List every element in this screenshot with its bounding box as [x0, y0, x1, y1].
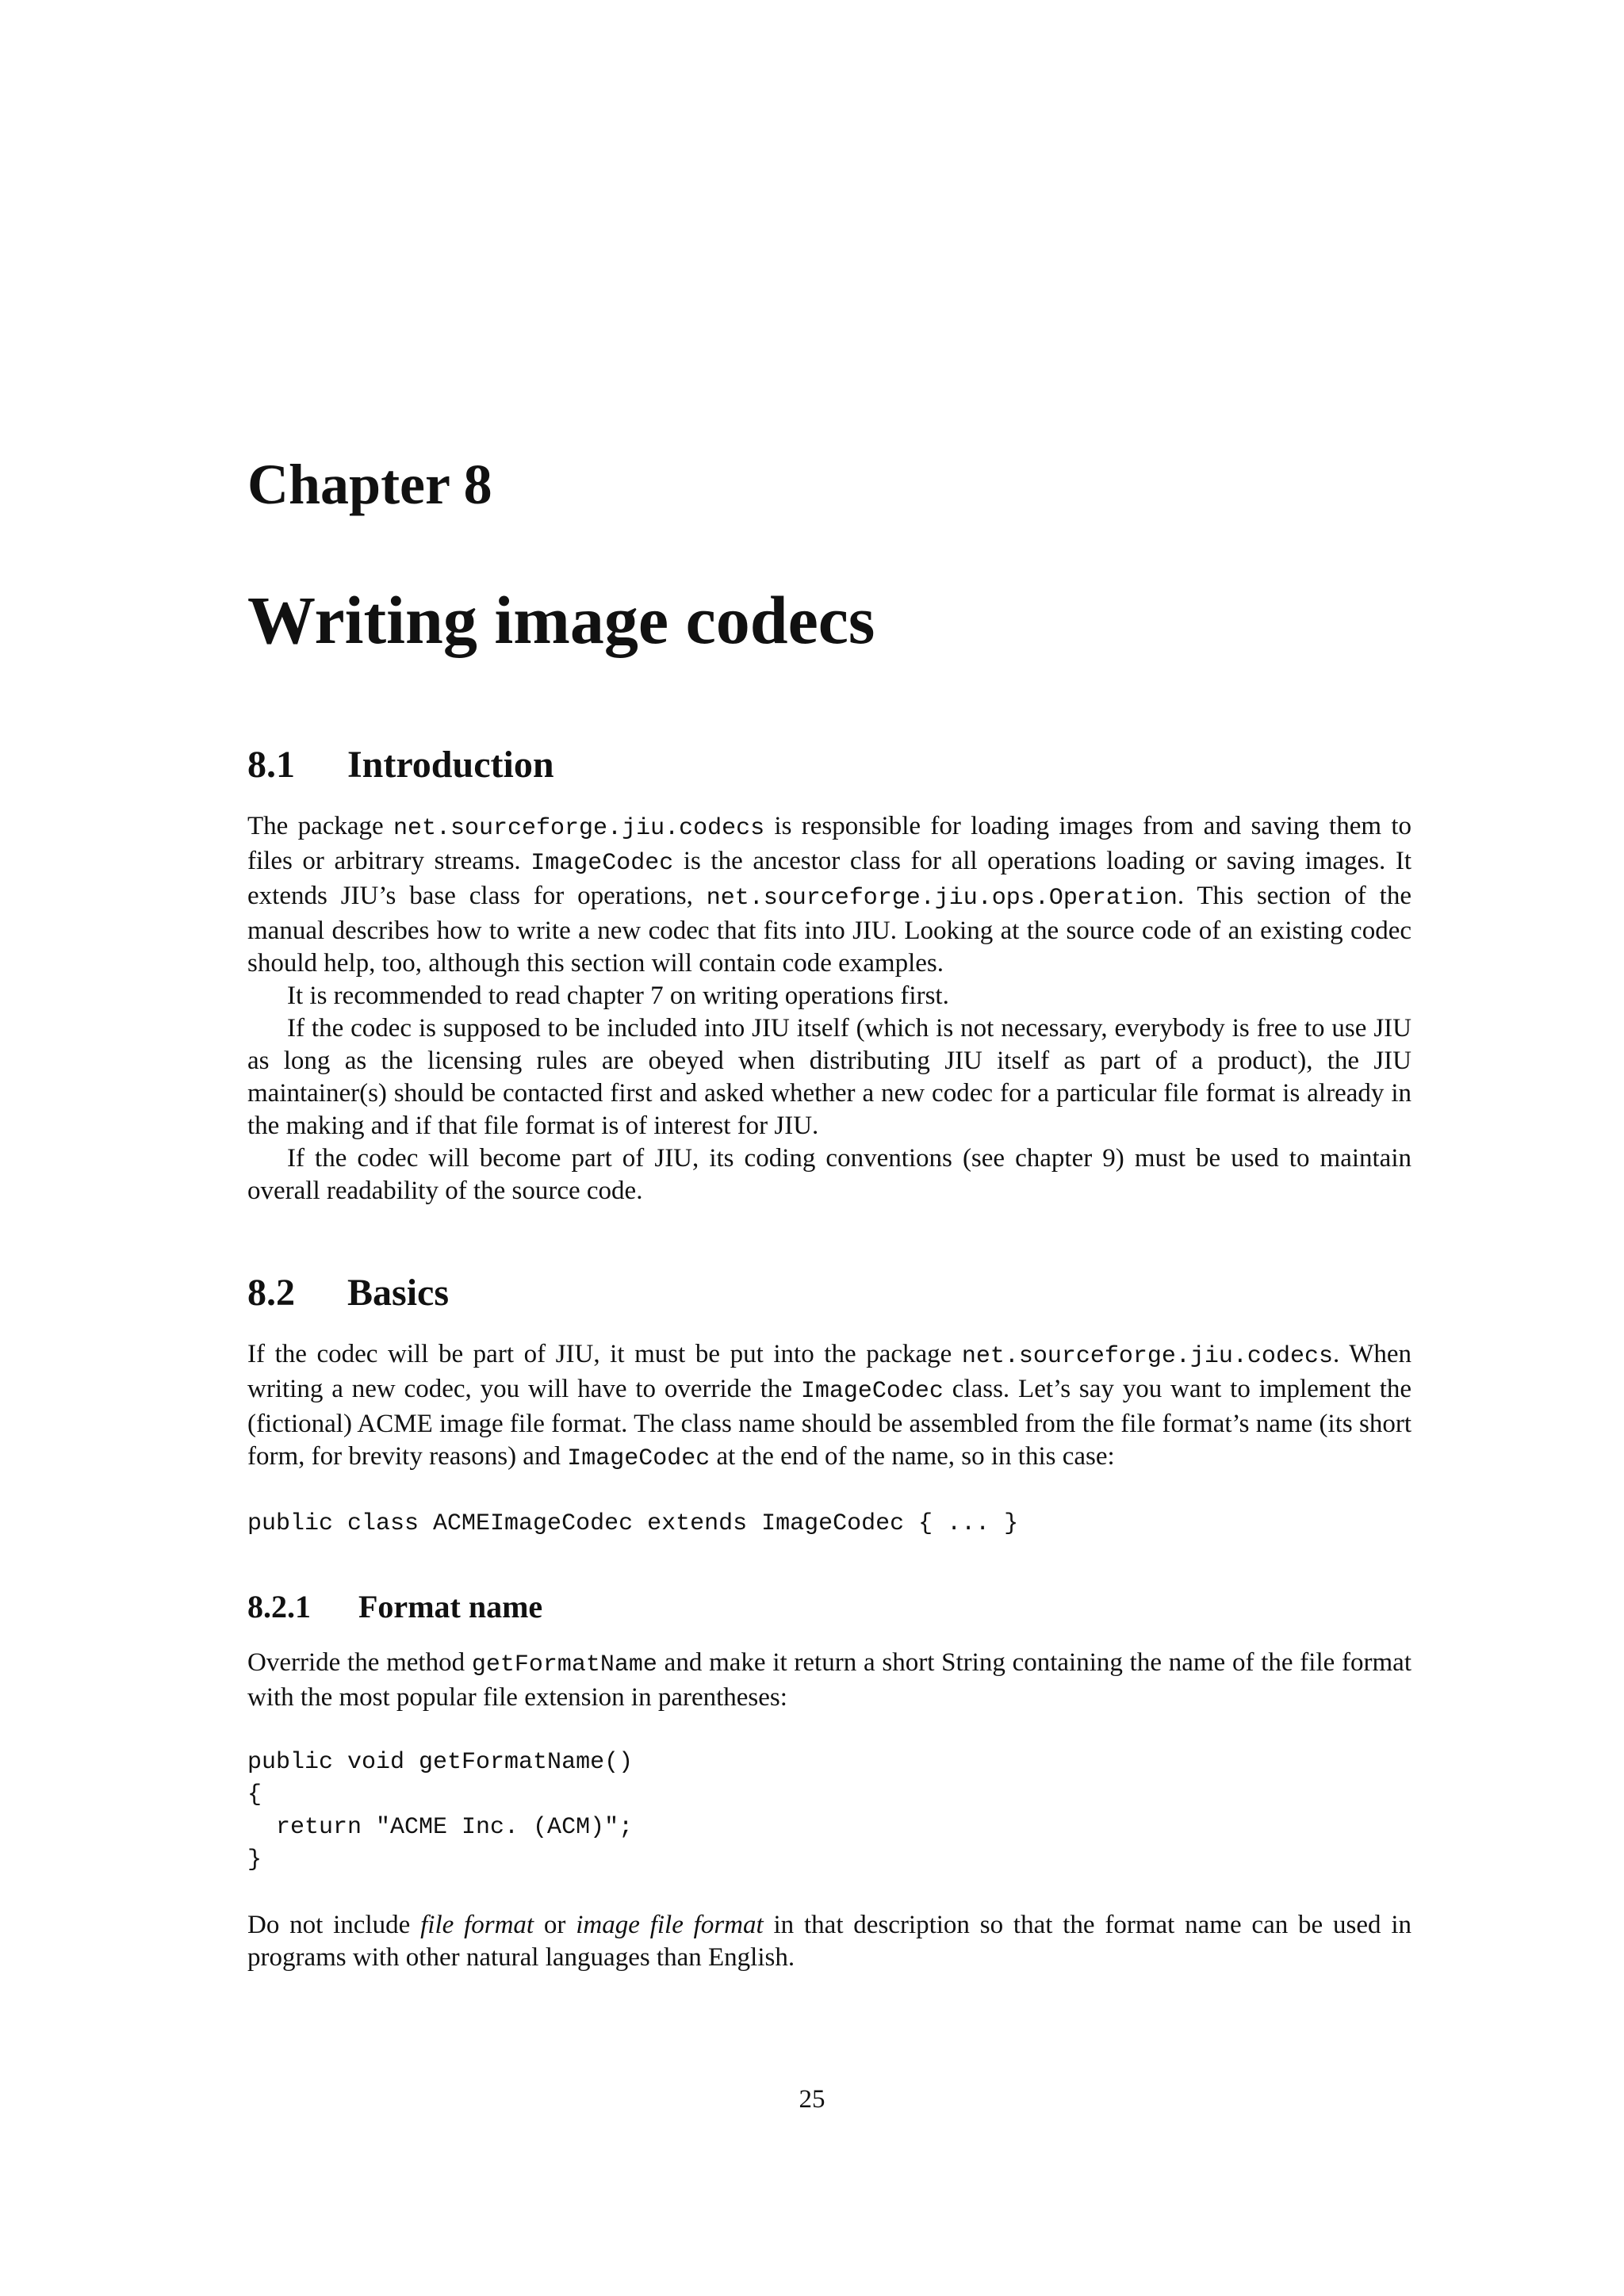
inline-code-method: getFormatName [471, 1651, 657, 1678]
section-number: 8.2 [247, 1271, 295, 1314]
intro-paragraph-3: If the codec is supposed to be included into JIU itself (which is not necessary, everybody is free to use JIU as long as the licensing rules are obeyed when distributing JIU itself as part of a product), the JIU maintainer(s) should be contacted first and asked whether a new codec for a particular file format is already in the making and if that file format is of interest for JIU. [247, 1013, 1411, 1140]
chapter-label: Chapter 8 [247, 453, 492, 516]
section-heading-introduction [247, 744, 1411, 786]
inline-code-operation: net.sourceforge.jiu.ops.Operation [706, 884, 1178, 912]
emphasis-file-format: file format [420, 1910, 534, 1939]
code-block-class-declaration: public class ACMEImageCodec extends ImageCodec { ... } [247, 1510, 1019, 1537]
inline-code-class: ImageCodec [530, 849, 674, 877]
inline-code-package: net.sourceforge.jiu.codecs [961, 1342, 1333, 1370]
emphasis-image-file-format: image file format [576, 1910, 764, 1939]
intro-paragraph-1: The package net.sourceforge.jiu.codecs is responsible for loading images from and saving them to files or arbitrary streams. ImageCodec is the ancestor class for all operations loading or saving images. It extends JIU’s base class for operations, net.sourceforge.jiu.ops.Operation. This section of the manual describes how to write a new codec that fits into JIU. Looking at the source code of an existing codec should help, too, although this section will contain code examples. [247, 811, 1411, 978]
subsection-heading-format-name [247, 1590, 1411, 1624]
section-heading-basics [247, 1272, 1411, 1314]
page-number: 25 [799, 2085, 825, 2114]
format-name-paragraph-2: Do not include file format or image file format in that description so that the format name can be used in programs with other natural languages than English. [247, 1910, 1411, 1972]
section-title: Introduction [347, 744, 554, 786]
page-content [247, 453, 1412, 1974]
intro-paragraph-4: If the codec will become part of JIU, its coding conventions (see chapter 9) must be used to maintain overall readability of the source code. [247, 1143, 1411, 1205]
subsection-number: 8.2.1 [247, 1588, 311, 1624]
inline-code-package: net.sourceforge.jiu.codecs [393, 814, 765, 842]
subsection-title: Format name [358, 1588, 543, 1624]
inline-code-class: ImageCodec [567, 1445, 710, 1472]
code-block-get-format-name: public void getFormatName() { return "ACME Inc. (ACM)"; } [247, 1748, 634, 1873]
intro-paragraph-2: It is recommended to read chapter 7 on writing operations first. [287, 981, 949, 1010]
format-name-paragraph-1: Override the method getFormatName and make it return a short String containing the name of the file format with the most popular file extension in parentheses: [247, 1647, 1411, 1712]
section-title: Basics [347, 1271, 450, 1314]
inline-code-class: ImageCodec [800, 1377, 944, 1405]
chapter-title: Writing image codecs [247, 582, 875, 658]
basics-paragraph-1: If the codec will be part of JIU, it must be put into the package net.sourceforge.jiu.codecs. When writing a new codec, you will have to override the ImageCodec class. Let’s say you want to implement the (fictional) ACME image file format. The class name should be assembled from the file format’s name (its short form, for brevity reasons) and ImageCodec at the end of the name, so in this case: [247, 1339, 1412, 1472]
section-number: 8.1 [247, 744, 295, 786]
